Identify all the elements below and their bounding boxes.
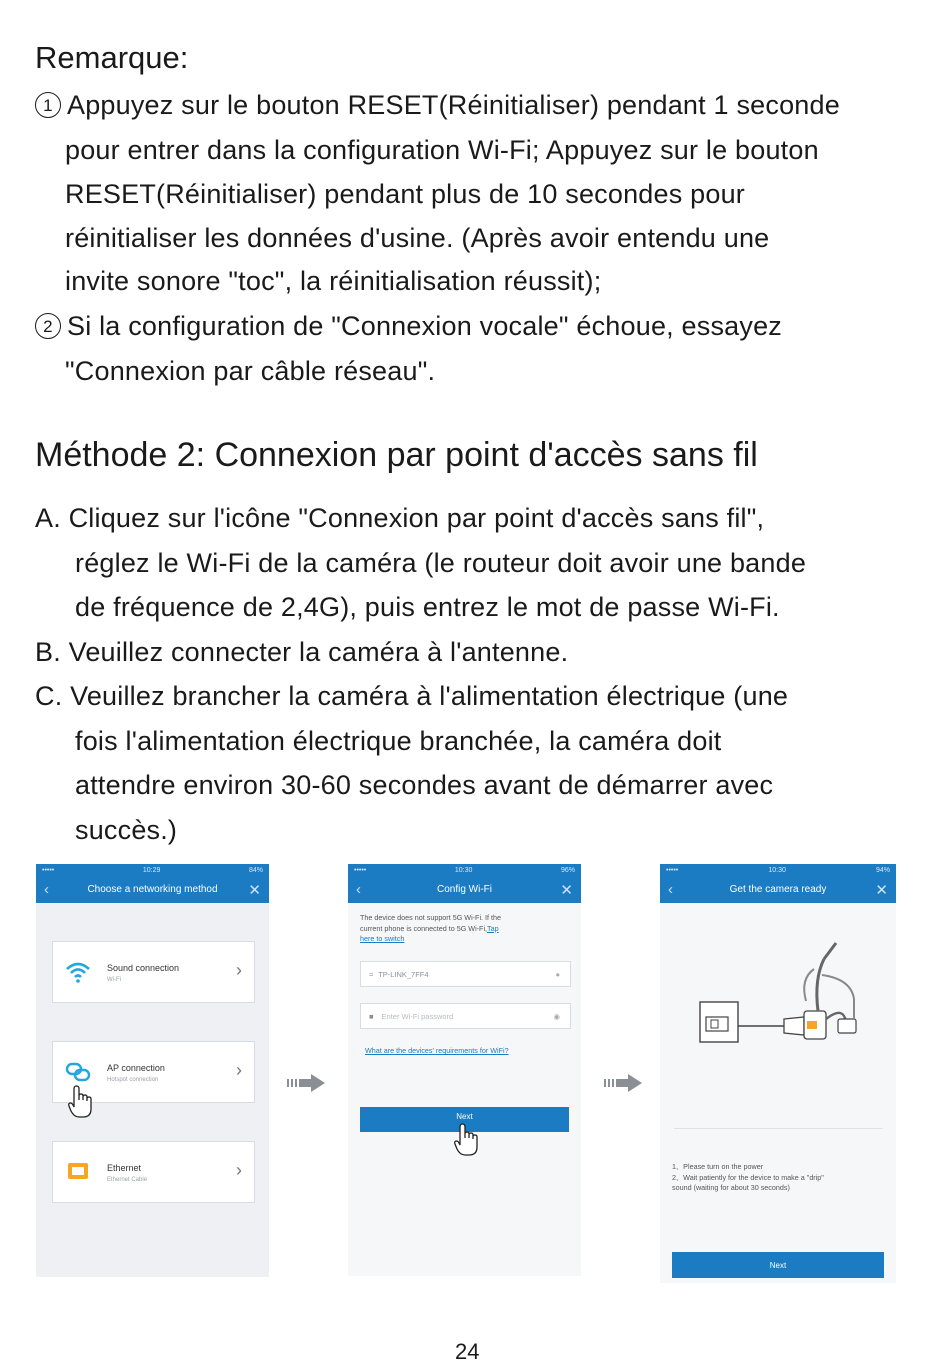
chevron-right-icon: › xyxy=(236,1160,242,1180)
status-bar: ••••• 10:30 94% xyxy=(660,864,896,876)
circled-number-1: 1 xyxy=(35,92,61,118)
card-sub: Ethernet Cable xyxy=(107,1177,148,1183)
back-icon[interactable]: ‹ xyxy=(44,881,49,898)
remark-item-2-line-2: "Connexion par câble réseau". xyxy=(65,356,436,386)
card-name: Sound connection xyxy=(107,963,180,973)
status-bar: ••••• 10:30 96% xyxy=(348,864,581,876)
chevron-right-icon: › xyxy=(236,1060,242,1080)
lock-icon: ■ xyxy=(369,1011,374,1021)
tap-link[interactable]: Tap xyxy=(487,923,499,933)
step-a-line-1: A. Cliquez sur l'icône "Connexion par point d'accès sans fil", xyxy=(35,503,765,533)
remark-item-2-line-1: 2 Si la configuration de "Connexion vocale" échoue, essayez xyxy=(35,311,782,342)
chevron-right-icon: › xyxy=(236,960,242,980)
screenshot-config-wifi xyxy=(348,864,581,1276)
tap-hand-icon xyxy=(68,1085,94,1119)
card-name: Ethernet xyxy=(107,1163,142,1173)
requirements-link[interactable]: What are the devices' requirements for WiFi? xyxy=(365,1046,509,1055)
link-icon xyxy=(65,1060,91,1084)
method-2-heading: Méthode 2: Connexion par point d'accès sans fil xyxy=(35,436,758,474)
step-c-line-4: succès.) xyxy=(75,815,178,845)
ssid-value: TP-LINK_7FF4 xyxy=(378,969,429,979)
step-c-line-3: attendre environ 30-60 secondes avant de démarrer avec xyxy=(75,770,774,800)
camera-power-illustration xyxy=(696,939,866,1074)
remark-item-1-line-2: pour entrer dans la configuration Wi-Fi; Appuyez sur le bouton xyxy=(65,135,819,165)
remark-item-1-line-5: invite sonore "toc", la réinitialisation réussit); xyxy=(65,266,602,296)
status-bar: ••••• 10:29 84% xyxy=(36,864,269,876)
password-field[interactable] xyxy=(360,1003,571,1029)
step-a-line-3: de fréquence de 2,4G), puis entrez le mot de passe Wi-Fi. xyxy=(75,592,780,622)
step-c-line-1: C. Veuillez brancher la caméra à l'alimentation électrique (une xyxy=(35,681,789,711)
next-button[interactable]: Next xyxy=(360,1107,569,1132)
switch-link[interactable]: here to switch xyxy=(360,934,405,943)
screenshot-networking-method xyxy=(36,864,269,1277)
5g-notice: The device does not support 5G Wi-Fi. If the current phone is connected to 5G Wi-Fi,Tap here to switch xyxy=(360,913,502,943)
wifi-icon xyxy=(65,960,91,984)
close-icon[interactable]: ✕ xyxy=(248,881,261,899)
ethernet-icon xyxy=(65,1160,91,1184)
ethernet-card[interactable] xyxy=(52,1141,255,1203)
screenshot-camera-ready xyxy=(660,864,896,1283)
next-step-arrow-icon xyxy=(603,1073,643,1093)
close-icon[interactable]: ✕ xyxy=(560,881,573,899)
password-placeholder: Enter Wi-Fi password xyxy=(381,1011,454,1021)
card-sub: Wi-Fi xyxy=(107,977,121,983)
remark-title: Remarque: xyxy=(35,40,189,75)
nav-title: Config Wi-Fi xyxy=(436,884,492,895)
instruction-1: 1、Please turn on the power xyxy=(672,1162,764,1171)
nav-bar xyxy=(36,876,269,903)
close-icon[interactable]: ✕ xyxy=(875,881,888,899)
step-a-line-2: réglez le Wi-Fi de la caméra (le routeur doit avoir une bande xyxy=(75,548,807,578)
wifi-icon: ≈ xyxy=(369,969,374,979)
remark-item-1-line-4: réinitialiser les données d'usine. (Après avoir entendu une xyxy=(65,223,770,253)
remark-item-1-line-3: RESET(Réinitialiser) pendant plus de 10 secondes pour xyxy=(65,179,745,209)
tap-hand-icon xyxy=(454,1123,480,1157)
circled-number-2: 2 xyxy=(35,313,61,339)
nav-title: Get the camera ready xyxy=(729,884,827,895)
back-icon[interactable]: ‹ xyxy=(668,881,673,898)
step-b: B. Veuillez connecter la caméra à l'antenne. xyxy=(35,637,569,667)
card-name: AP connection xyxy=(107,1063,165,1073)
nav-title: Choose a networking method xyxy=(87,884,218,895)
card-sub: Hotspot connection xyxy=(107,1077,159,1083)
next-button[interactable]: Next xyxy=(672,1252,884,1278)
sound-connection-card[interactable] xyxy=(52,941,255,1003)
settings-icon[interactable]: ● xyxy=(555,969,560,979)
instruction-3: sound (waiting for about 30 seconds) xyxy=(672,1183,790,1192)
instruction-2: 2、Wait patiently for the device to make a "drip" xyxy=(672,1172,824,1182)
back-icon[interactable]: ‹ xyxy=(356,881,361,898)
next-step-arrow-icon xyxy=(286,1073,326,1093)
page-number: 24 xyxy=(455,1339,480,1364)
ssid-field[interactable] xyxy=(360,961,571,987)
remark-item-1-line-1: 1 Appuyez sur le bouton RESET(Réinitialiser) pendant 1 seconde xyxy=(35,90,840,121)
nav-bar xyxy=(660,876,896,903)
step-c-line-2: fois l'alimentation électrique branchée, la caméra doit xyxy=(75,726,722,756)
eye-icon[interactable]: ◉ xyxy=(553,1011,560,1021)
instructions xyxy=(672,1162,824,1194)
divider xyxy=(674,1128,883,1129)
nav-bar xyxy=(348,876,581,903)
